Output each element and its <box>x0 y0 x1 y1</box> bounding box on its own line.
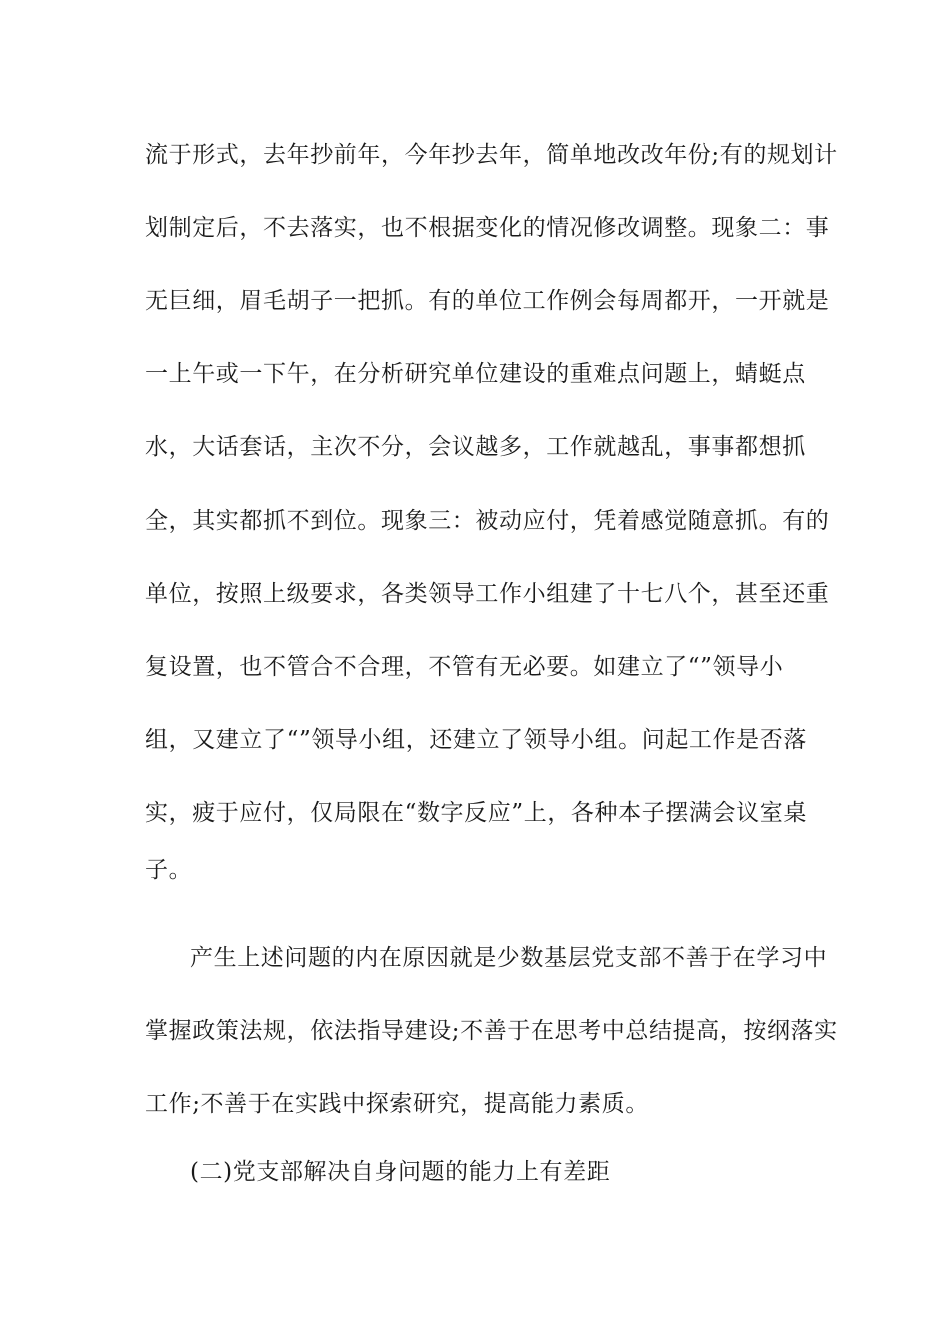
text-line: 水，大话套话，主次不分，会议越多，工作就越乱，事事都想抓 <box>145 434 806 460</box>
text-line: 单位，按照上级要求，各类领导工作小组建了十七八个，甚至还重 <box>145 581 830 607</box>
section-heading: (二)党支部解决自身问题的能力上有差距 <box>190 1159 611 1185</box>
text-line: 划制定后，不去落实，也不根据变化的情况修改调整。现象二：事 <box>145 215 830 241</box>
text-line: 子。 <box>145 857 193 883</box>
text-line: 工作;不善于在实践中探索研究，提高能力素质。 <box>145 1091 649 1117</box>
text-line: 掌握政策法规，依法指导建设;不善于在思考中总结提高，按纲落实 <box>145 1018 838 1044</box>
text-line: 一上午或一下午，在分析研究单位建设的重难点问题上，蜻蜓点 <box>145 361 806 387</box>
text-line: 全，其实都抓不到位。现象三：被动应付，凭着感觉随意抓。有的 <box>145 508 830 534</box>
text-line: 组，又建立了“”领导小组，还建立了领导小组。问起工作是否落 <box>145 727 807 753</box>
text-line: 实，疲于应付，仅局限在“数字反应”上，各种本子摆满会议室桌 <box>145 800 807 826</box>
text-line: 复设置，也不管合不合理，不管有无必要。如建立了“”领导小 <box>145 654 784 680</box>
text-line: 流于形式，去年抄前年，今年抄去年，简单地改改年份;有的规划计 <box>145 142 838 168</box>
text-line: 无巨细，眉毛胡子一把抓。有的单位工作例会每周都开，一开就是 <box>145 288 830 314</box>
text-line: 产生上述问题的内在原因就是少数基层党支部不善于在学习中 <box>190 945 828 971</box>
